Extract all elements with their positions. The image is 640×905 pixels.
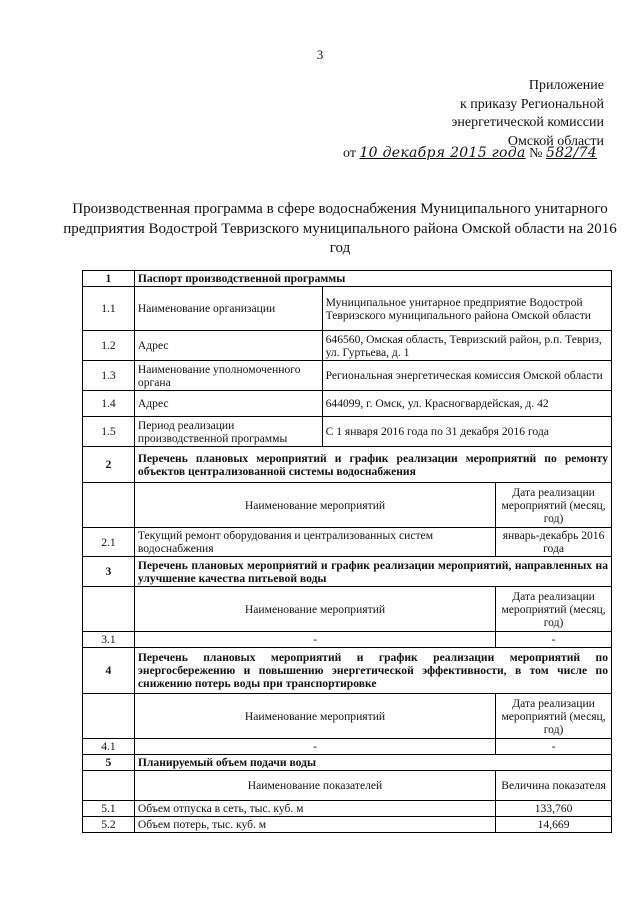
row-value: Региональная энергетическая комиссия Омской области	[322, 361, 611, 391]
row-label: Период реализации производственной программы	[134, 417, 322, 447]
row-num: 1.5	[83, 417, 135, 447]
empty-cell	[83, 587, 135, 632]
row-num: 4.1	[83, 739, 135, 755]
section-3-header	[83, 557, 612, 587]
row-num: 1.4	[83, 391, 135, 417]
column-header-name: Наименование мероприятий	[134, 483, 495, 528]
appendix-line-3: энергетической комиссии	[451, 115, 604, 130]
table-header-row	[83, 694, 612, 739]
column-header-date: Дата реализации мероприятий (месяц, год)	[496, 694, 612, 739]
table-row	[83, 739, 612, 755]
section-num: 3	[83, 557, 135, 587]
program-table	[82, 270, 612, 833]
row-name: Объем отпуска в сеть, тыс. куб. м	[134, 801, 495, 817]
empty-cell	[83, 694, 135, 739]
order-date-number	[343, 145, 597, 162]
row-value: 644099, г. Омск, ул. Красногвардейская, д. 42	[322, 391, 611, 417]
row-date: январь-декабрь 2016 года	[496, 528, 612, 557]
row-name: Текущий ремонт оборудования и централизованных систем водоснабжения	[134, 528, 495, 557]
row-value: 133,760	[496, 801, 612, 817]
row-value: 14,669	[496, 817, 612, 833]
column-header-date: Дата реализации мероприятий (месяц, год)	[496, 483, 612, 528]
section-heading: Перечень плановых мероприятий и график реализации мероприятий по ремонту объектов централизованной системы водоснабжения	[134, 447, 611, 483]
row-value: Муниципальное унитарное предприятие Водострой Тевризского муниципального района Омской области	[322, 287, 611, 331]
page-number: 3	[316, 47, 324, 62]
section-5-header	[83, 755, 612, 771]
section-2-header	[83, 447, 612, 483]
section-num: 4	[83, 648, 135, 694]
row-date: -	[496, 632, 612, 648]
table-row	[83, 817, 612, 833]
appendix-block	[451, 77, 604, 151]
row-num: 1.3	[83, 361, 135, 391]
row-value: С 1 января 2016 года по 31 декабря 2016 года	[322, 417, 611, 447]
row-num: 1.2	[83, 331, 135, 361]
section-num: 2	[83, 447, 135, 483]
column-header-name: Наименование мероприятий	[134, 587, 495, 632]
table-row	[83, 801, 612, 817]
section-num: 5	[83, 755, 135, 771]
date-prefix: от	[343, 146, 356, 161]
row-value: 646560, Омская область, Тевризский район, р.п. Тевриз, ул. Гуртьева, д. 1	[322, 331, 611, 361]
section-num: 1	[83, 271, 135, 287]
row-date: -	[496, 739, 612, 755]
section-4-header	[83, 648, 612, 694]
row-num: 2.1	[83, 528, 135, 557]
row-label: Адрес	[134, 391, 322, 417]
number-prefix: №	[529, 146, 543, 161]
table-row	[83, 417, 612, 447]
table-row	[83, 287, 612, 331]
column-header-value: Величина показателя	[496, 771, 612, 801]
section-heading: Перечень плановых мероприятий и график реализации мероприятий по энергосбережению и повышению энергетической эффективности, в том числе по снижению потерь воды при транспортировке	[134, 648, 611, 694]
row-name: -	[134, 632, 495, 648]
appendix-line-1: Приложение	[528, 78, 604, 93]
table-header-row	[83, 483, 612, 528]
table-row	[83, 632, 612, 648]
row-label: Наименование уполномоченного органа	[134, 361, 322, 391]
column-header-date: Дата реализации мероприятий (месяц, год)	[496, 587, 612, 632]
handwritten-date: 10 декабря 2015 года	[359, 145, 526, 161]
row-label: Наименование организации	[134, 287, 322, 331]
row-name: -	[134, 739, 495, 755]
table-row	[83, 331, 612, 361]
table-row	[83, 361, 612, 391]
row-label: Адрес	[134, 331, 322, 361]
table-row	[83, 528, 612, 557]
section-1-header	[83, 271, 612, 287]
section-heading: Планируемый объем подачи воды	[134, 755, 611, 771]
handwritten-number: 582/74	[545, 145, 598, 161]
section-heading: Паспорт производственной программы	[134, 271, 611, 287]
document-title: Производственная программа в сфере водоснабжения Муниципального унитарного предприятия Водострой Тевризского муниципального района Омской области на 2016 год	[63, 201, 617, 256]
row-num: 1.1	[83, 287, 135, 331]
row-num: 3.1	[83, 632, 135, 648]
row-name: Объем потерь, тыс. куб. м	[134, 817, 495, 833]
empty-cell	[83, 483, 135, 528]
row-num: 5.2	[83, 817, 135, 833]
column-header-name: Наименование мероприятий	[134, 694, 495, 739]
table-header-row	[83, 587, 612, 632]
section-heading: Перечень плановых мероприятий и график реализации мероприятий, направленных на улучшение качества питьевой воды	[134, 557, 611, 587]
empty-cell	[83, 771, 135, 801]
appendix-line-2: к приказу Региональной	[459, 96, 604, 112]
table-row	[83, 391, 612, 417]
column-header-name: Наименование показателей	[134, 771, 495, 801]
row-num: 5.1	[83, 801, 135, 817]
table-header-row	[83, 771, 612, 801]
appendix-line-4: Омской области	[507, 133, 604, 149]
